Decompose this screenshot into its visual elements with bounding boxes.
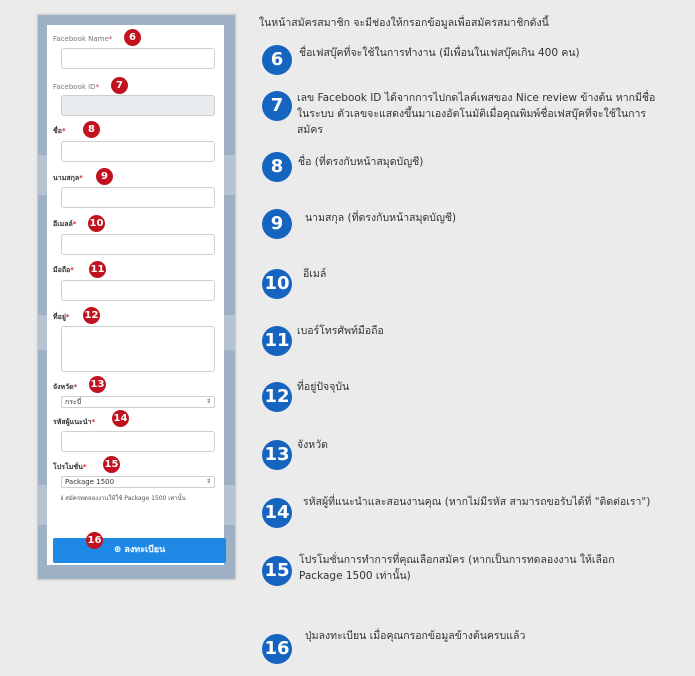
badge-14: 14	[112, 410, 129, 427]
guide-number-10: 10	[262, 269, 292, 299]
promotion-select[interactable]: Package 1500 ⇕	[61, 476, 215, 488]
mobile-label: มือถือ*	[53, 266, 74, 274]
promotion-label: โปรโมชั่น*	[53, 463, 87, 471]
first-name-input[interactable]	[61, 141, 215, 162]
guide-number-12: 12	[262, 382, 292, 412]
badge-11: 11	[89, 261, 106, 278]
referrer-code-input[interactable]	[61, 431, 215, 452]
badge-13: 13	[89, 376, 106, 393]
badge-9: 9	[96, 168, 113, 185]
guide-number-7: 7	[262, 91, 292, 121]
register-button[interactable]: ⊕ ลงทะเบียน	[53, 538, 226, 563]
guide-text-15: โปรโมชั่นการทำการที่คุณเลือกสมัคร (หากเป็นการทดลองงาน ให้เลือก Package 1500 เท่านั้น)	[299, 554, 615, 582]
last-name-input[interactable]	[61, 187, 215, 208]
email-input[interactable]	[61, 234, 215, 255]
select-caret-icon: ⇕	[205, 478, 211, 485]
guide-text-8: ชื่อ (ที่ตรงกับหน้าสมุดบัญชี)	[298, 156, 424, 168]
guide-number-9: 9	[262, 209, 292, 239]
first-name-label: ชื่อ*	[53, 127, 66, 135]
facebook-id-label: Facebook ID*	[53, 83, 100, 91]
guide-text-16: ปุ่มลงทะเบียน เมื่อคุณกรอกข้อมูลข้างต้นครบแล้ว	[305, 630, 526, 642]
badge-7: 7	[111, 77, 128, 94]
email-label: อีเมลล์*	[53, 220, 77, 228]
facebook-name-label: Facebook Name*	[53, 35, 113, 43]
province-label: จังหวัด*	[53, 383, 78, 391]
guide-number-14: 14	[262, 498, 292, 528]
guide-number-15: 15	[262, 556, 292, 586]
badge-16: 16	[86, 532, 103, 549]
address-textarea[interactable]	[61, 326, 215, 372]
guide-text-12: ที่อยู่ปัจจุบัน	[297, 381, 350, 393]
guide-number-8: 8	[262, 152, 292, 182]
guide-number-6: 6	[262, 45, 292, 75]
guide-text-11: เบอร์โทรศัพท์มือถือ	[297, 325, 384, 337]
guide-intro: ในหน้าสมัครสมาชิก จะมีช่องให้กรอกข้อมูลเพื่อสมัครสมาชิกดังนี้	[259, 17, 549, 29]
guide-text-9: นามสกุล (ที่ตรงกับหน้าสมุดบัญชี)	[305, 212, 457, 224]
mobile-input[interactable]	[61, 280, 215, 301]
guide-number-13: 13	[262, 440, 292, 470]
guide-text-14: รหัสผู้ที่แนะนำและสอนงานคุณ (หากไม่มีรหัส สามารถขอรับได้ที่ "ติดต่อเรา")	[303, 496, 651, 508]
badge-12: 12	[83, 307, 100, 324]
facebook-id-input	[61, 95, 215, 116]
province-select[interactable]: กระบี่ ⇕	[61, 396, 215, 408]
address-label: ที่อยู่*	[53, 313, 70, 321]
facebook-name-input[interactable]	[61, 48, 215, 69]
badge-8: 8	[83, 121, 100, 138]
select-caret-icon: ⇕	[205, 398, 211, 405]
badge-10: 10	[88, 215, 105, 232]
guide-number-11: 11	[262, 326, 292, 356]
guide-text-10: อีเมล์	[303, 268, 327, 280]
guide-text-6: ชื่อเฟสบุ๊คที่จะใช้ในการทำงาน (มีเพื่อนในเฟสบุ๊คเกิน 400 คน)	[299, 47, 580, 59]
promotion-hint: ℹ สมัครทดลองงานให้ใช้ Package 1500 เท่านั้น	[61, 495, 186, 502]
badge-6: 6	[124, 29, 141, 46]
badge-15: 15	[103, 456, 120, 473]
guide-text-13: จังหวัด	[297, 439, 328, 451]
guide-text-7: เลข Facebook ID ได้จากการไปกดไลค์เพสของ Nice review ข้างต้น หากมีชื่อในระบบ ตัวเลขจะแสดงขึ้นมาเองอัตโนมัติเมื่อคุณพิมพ์ชื่อเฟสบุ๊คที่จะใช้ในการสมัคร	[297, 92, 656, 136]
referrer-code-label: รหัสผู้แนะนำ*	[53, 418, 96, 426]
last-name-label: นามสกุล*	[53, 174, 83, 182]
guide-number-16: 16	[262, 634, 292, 664]
